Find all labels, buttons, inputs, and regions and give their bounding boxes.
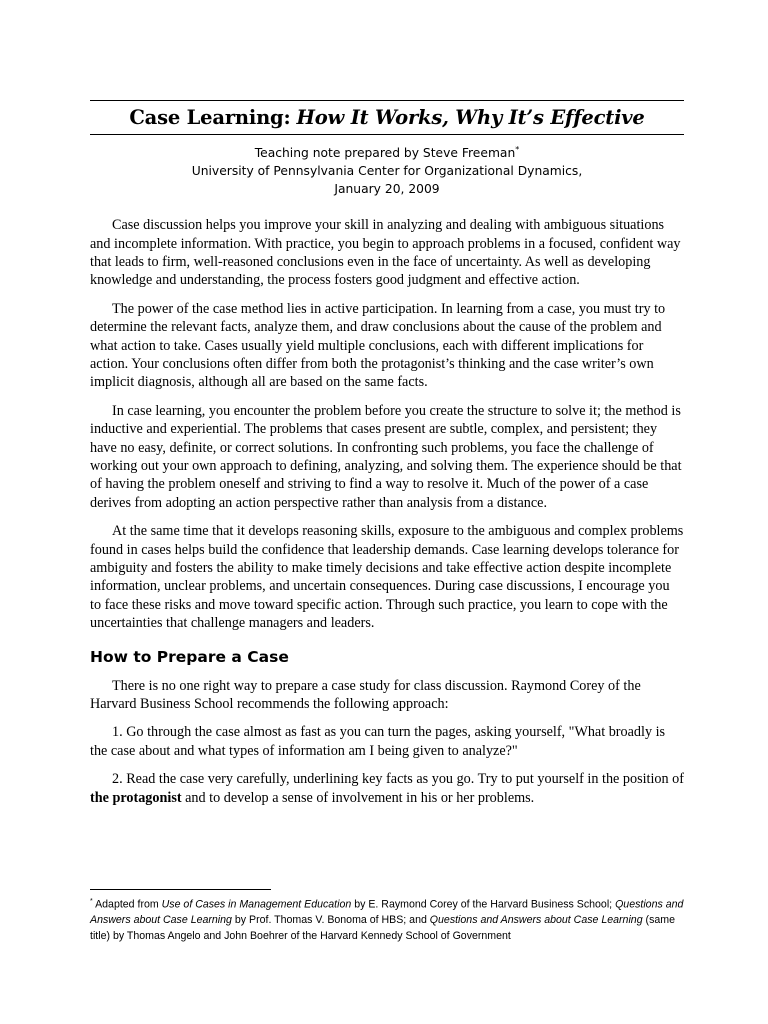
title-lead: Case Learning: [129, 106, 291, 129]
document-title [90, 105, 684, 131]
title-top-rule [90, 100, 684, 101]
document-body [90, 216, 684, 807]
footnote-text: Adapted from [92, 898, 162, 911]
step-2 [90, 770, 684, 807]
byline-footnote-marker: * [515, 145, 520, 154]
footnote-text: by Prof. Thomas V. Bonoma of HBS; and [231, 914, 430, 927]
footnote-source-title: Questions and Answers about Case Learning [90, 898, 684, 927]
paragraph: Case discussion helps you improve your skill in analyzing and dealing with ambiguous situations and incomplete information. With practice, you begin to approach problems in a focused, confident way that leads to firm, well-reasoned conclusions even in the face of uncertainty. As well as developing knowledge and understanding, the process fosters good judgment and effective action. [90, 217, 681, 289]
byline-author [90, 141, 684, 162]
step-1: 1. Go through the case almost as fast as you can turn the pages, asking yourself, "What broadly is the case about and what types of information am I being given to analyze?" [90, 724, 666, 759]
footnote-marker: * [90, 898, 93, 905]
byline [90, 141, 684, 198]
byline-institution: University of Pennsylvania Center for Organizational Dynamics, [191, 164, 583, 179]
section-heading: How to Prepare a Case [90, 647, 289, 666]
paragraph: The power of the case method lies in active participation. In learning from a case, you must try to determine the relevant facts, analyze them, and draw conclusions about the cause of the problem and what action to take. Cases usually yield multiple conclusions, each with different implications for action. Your conclusions often differ from both the protagonist’s thinking and the case writer’s own implicit diagnosis, although all are based on the same facts. [90, 300, 666, 391]
footnote-text: by E. Raymond Corey of the Harvard Business School; [351, 898, 616, 911]
footnote [90, 894, 684, 944]
step-2-bold: the protagonist [90, 789, 182, 806]
section-intro: There is no one right way to prepare a case study for class discussion. Raymond Corey of the Harvard Business School recommends the following approach: [90, 677, 641, 713]
footnote-rule [90, 889, 271, 890]
footnote-source-title: Questions and Answers about Case Learning [429, 914, 643, 927]
byline-date: January 20, 2009 [334, 182, 440, 197]
title-emphasis: How It Works, Why It’s Effective [296, 106, 645, 129]
paragraph: At the same time that it develops reasoning skills, exposure to the ambiguous and complex problems found in cases helps build the confidence that leadership demands. Case learning develops tolerance for ambiguity and fosters the ability to make timely decisions and take effective action despite incomplete information, unclear problems, and uncertain consequences. During case discussions, I encourage you to face these risks and move toward specific action. Through such practice, you learn to cope with the uncertainties that challenge managers and leaders. [90, 523, 684, 632]
paragraph: In case learning, you encounter the problem before you create the structure to solve it; the method is inductive and experiential. The problems that cases present are subtle, complex, and persistent; they have no easy, definite, or correct solutions. In confronting such problems, you face the challenge of working out your own approach to defining, analyzing, and solving them. The experience should be that of having the problem oneself and striving to find a way to resolve it. Much of the power of a case derives from adopting an action perspective rather than analysis from a distance. [90, 402, 682, 511]
footnote-text: (same title) by Thomas Angelo and John Boehrer of the Harvard Kennedy School of Government [90, 914, 675, 942]
title-bottom-rule [90, 134, 684, 135]
document-page [90, 100, 684, 817]
step-2-text-b: and to develop a sense of involvement in his or her problems. [181, 789, 535, 806]
byline-prepared: Teaching note prepared by Steve Freeman [254, 146, 516, 161]
footnote-source-title: Use of Cases in Management Education [161, 898, 352, 911]
step-2-text-a: 2. Read the case very carefully, underlining key facts as you go. Try to put yourself in the position of [112, 771, 684, 788]
